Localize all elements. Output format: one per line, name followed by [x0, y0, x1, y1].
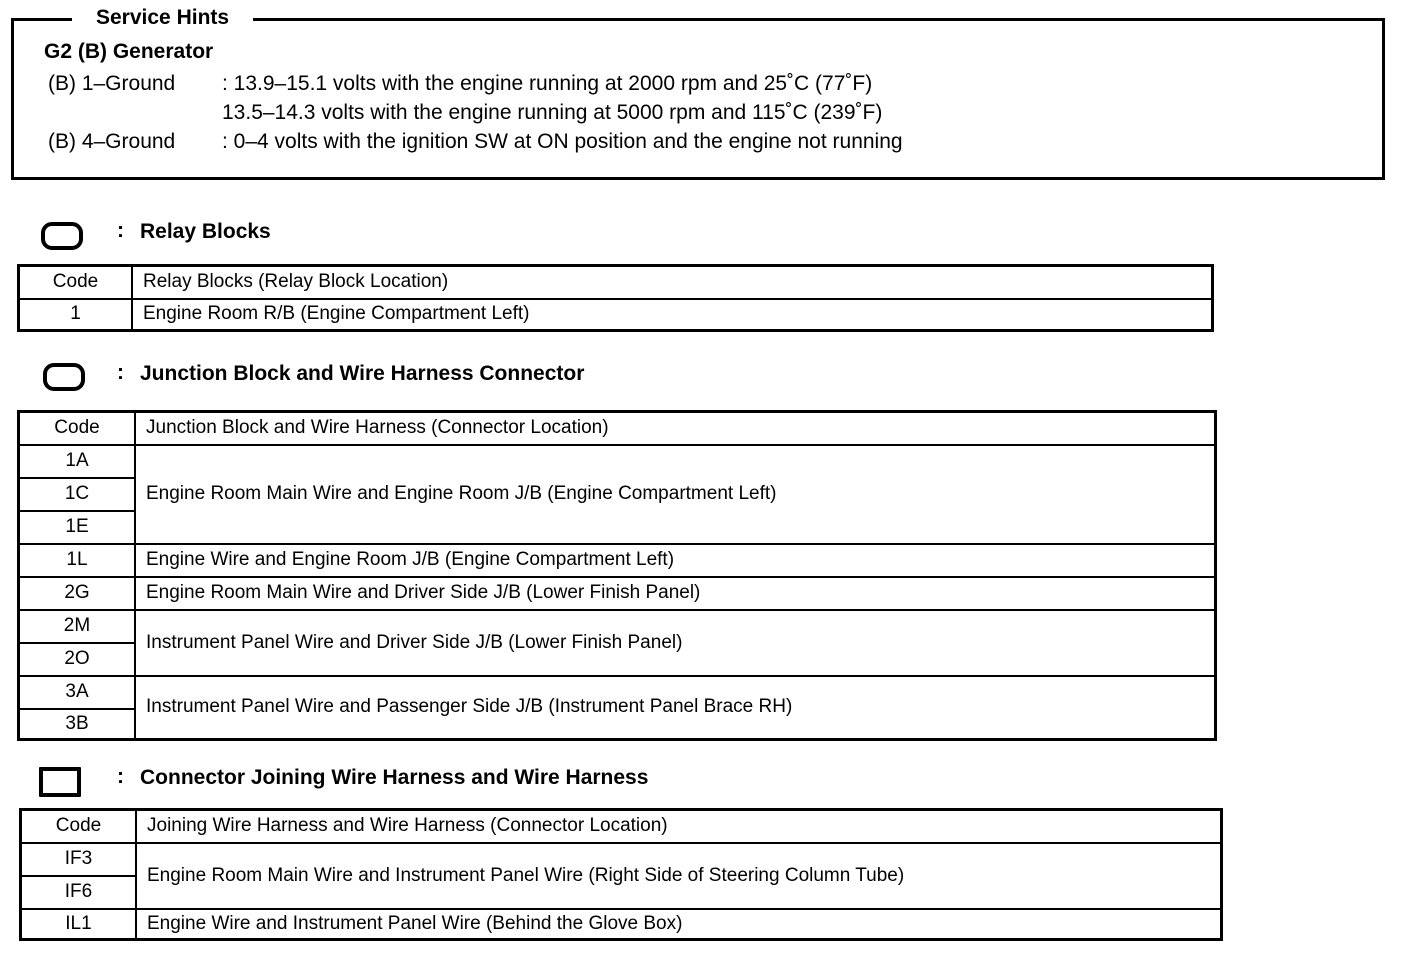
table-row — [19, 445, 1216, 478]
code-cell: 2M — [19, 610, 136, 643]
hint-spec: 13.5–14.3 volts with the engine running at 5000 rpm and 115˚C (239˚F) — [222, 101, 883, 124]
description-cell: Engine Wire and Instrument Panel Wire (Behind the Glove Box) — [136, 909, 1222, 940]
table-row — [19, 577, 1216, 610]
table-row — [21, 909, 1222, 940]
code-cell: 1E — [19, 511, 136, 544]
hint-terminal: (B) 4–Ground — [48, 130, 176, 153]
section-colon: : — [117, 765, 124, 788]
code-cell: 1A — [19, 445, 136, 478]
code-cell: 2O — [19, 643, 136, 676]
description-cell: Engine Room R/B (Engine Compartment Left) — [132, 299, 1213, 331]
table-row — [19, 676, 1216, 709]
joining-connector-title: Connector Joining Wire Harness and Wire Harness — [140, 766, 649, 789]
relay-blocks-title: Relay Blocks — [140, 220, 271, 243]
table-header-row — [19, 412, 1216, 445]
rounded-rectangle-icon — [41, 222, 83, 250]
description-cell: Engine Room Main Wire and Instrument Panel Wire (Right Side of Steering Column Tube) — [136, 843, 1222, 909]
code-cell: 1L — [19, 544, 136, 577]
description-cell: Engine Room Main Wire and Engine Room J/B (Engine Compartment Left) — [135, 445, 1216, 544]
code-cell: 3A — [19, 676, 136, 709]
code-cell: 1C — [19, 478, 136, 511]
junction-block-table — [17, 410, 1217, 741]
section-colon: : — [117, 219, 124, 242]
table-header-row — [19, 266, 1213, 299]
table-header-row — [21, 810, 1222, 843]
table-row — [21, 843, 1222, 876]
hint-terminal: (B) 1–Ground — [48, 72, 176, 95]
code-header: Code — [21, 810, 137, 843]
description-cell: Engine Room Main Wire and Driver Side J/B (Lower Finish Panel) — [135, 577, 1216, 610]
description-cell: Instrument Panel Wire and Passenger Side J/B (Instrument Panel Brace RH) — [135, 676, 1216, 740]
hint-spec: : 13.9–15.1 volts with the engine running at 2000 rpm and 25˚C (77˚F) — [222, 72, 873, 95]
junction-block-title: Junction Block and Wire Harness Connector — [140, 362, 585, 385]
code-cell: IF3 — [21, 843, 137, 876]
table-row — [19, 544, 1216, 577]
hint-spec: : 0–4 volts with the ignition SW at ON position and the engine not running — [222, 130, 903, 153]
code-cell: IL1 — [21, 909, 137, 940]
code-cell: IF6 — [21, 876, 137, 909]
rounded-rectangle-icon — [43, 363, 85, 391]
description-header: Relay Blocks (Relay Block Location) — [132, 266, 1213, 299]
section-colon: : — [117, 361, 124, 384]
relay-blocks-table — [17, 264, 1214, 332]
rectangle-icon — [39, 767, 81, 797]
description-header: Joining Wire Harness and Wire Harness (Connector Location) — [136, 810, 1222, 843]
table-row — [19, 610, 1216, 643]
table-row — [19, 299, 1213, 331]
description-cell: Engine Wire and Engine Room J/B (Engine Compartment Left) — [135, 544, 1216, 577]
code-header: Code — [19, 266, 133, 299]
generator-heading: G2 (B) Generator — [44, 40, 214, 63]
code-header: Code — [19, 412, 136, 445]
joining-connector-table — [19, 808, 1223, 941]
code-cell: 2G — [19, 577, 136, 610]
description-cell: Instrument Panel Wire and Driver Side J/B (Lower Finish Panel) — [135, 610, 1216, 676]
code-cell: 3B — [19, 709, 136, 740]
code-cell: 1 — [19, 299, 133, 331]
description-header: Junction Block and Wire Harness (Connector Location) — [135, 412, 1216, 445]
service-hints-title: Service Hints — [72, 5, 253, 31]
